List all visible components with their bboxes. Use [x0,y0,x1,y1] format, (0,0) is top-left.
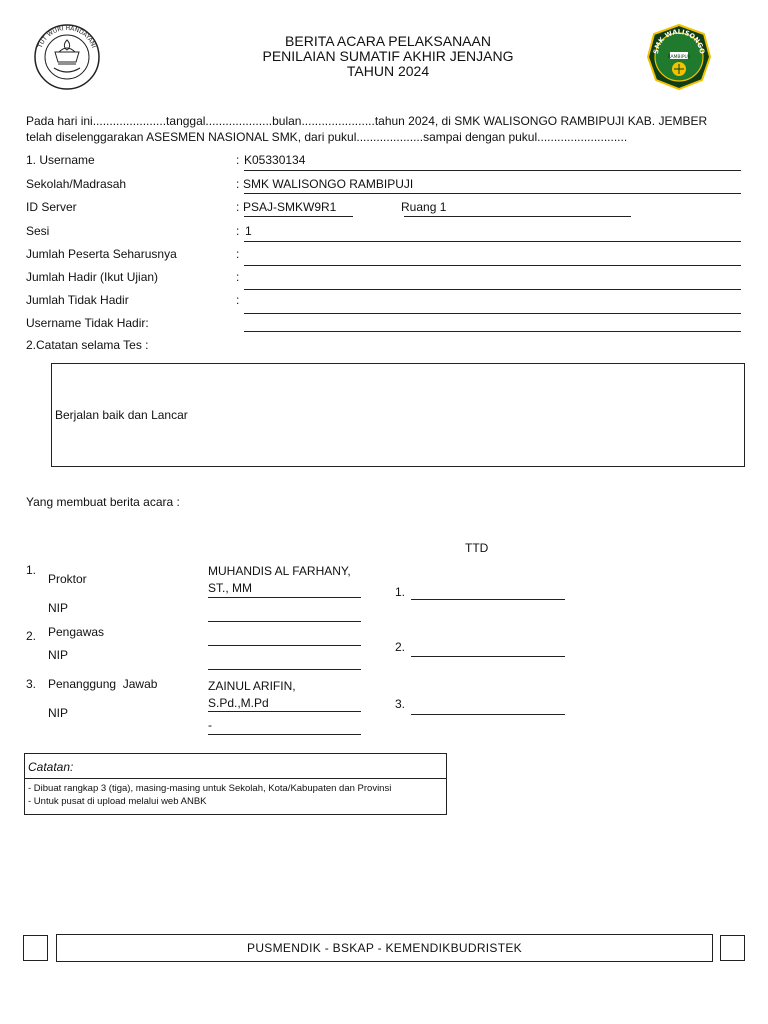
catatan-divider [25,778,446,779]
signer-2-nip-label: NIP [48,648,69,662]
smk-walisongo-logo-icon [644,22,714,92]
notes-box [51,363,745,467]
field-label-expected: Jumlah Peserta Seharusnya [26,247,177,261]
catatan-box [24,753,447,815]
page-title [188,34,588,79]
signer-2-name-underline [208,645,361,646]
signer-3-role: Penanggung Jawab [48,677,158,691]
field-underline-username [244,170,741,171]
svg-text:TUT WURI HANDAYANI [36,25,97,50]
signer-2-role: Pengawas [48,625,105,639]
field-colon-username: : [236,153,240,167]
field-colon-sesi: : [236,224,240,238]
field-label-absent-usernames: Username Tidak Hadir: [26,316,149,330]
signer-3-name-line2: S.Pd.,M.Pd [208,696,269,710]
tut-wuri-logo-icon [30,22,104,92]
title-line-3: TAHUN 2024 [346,63,430,79]
footer-bar [56,934,713,962]
signer-3-number: 3. [26,677,37,691]
field-value-sesi: 1 [245,224,252,238]
field-underline-present [244,289,741,290]
field-underline-absent-usernames [244,331,741,332]
footer-text: PUSMENDIK - BSKAP - KEMENDIKBUDRISTEK [247,941,522,955]
field-underline-id-server [244,216,353,217]
signer-1-nip-label: NIP [48,601,69,615]
signer-1-name-line1: MUHANDIS AL FARHANY, [208,564,351,578]
intro-line-2: telah diselenggarakan ASESMEN NASIONAL SMK, dari pukul....................sampai dengan pukul........................... [26,130,628,144]
signer-3-nip-value: - [208,718,212,732]
signature-1-number: 1. [395,585,406,599]
signer-3-nip-underline [208,734,361,735]
field-value-ruang: Ruang 1 [401,200,447,214]
smk-logo-subtext: RAMBIPUJI [667,54,691,60]
signature-2-number: 2. [395,640,406,654]
intro-paragraph [26,113,742,145]
field-colon-absent: : [236,293,240,307]
signature-3-number: 3. [395,697,406,711]
intro-line-1: Pada hari ini......................tanggal....................bulan......................tahun 2024, di SMK WALISONGO RAMBIPUJI KAB. JEMBER [26,114,708,128]
field-label-present: Jumlah Hadir (Ikut Ujian) [26,270,159,284]
field-colon-school: : [236,177,240,191]
field-underline-ruang [404,216,631,217]
signer-1-name-line2: ST., MM [208,581,252,595]
signer-3-name-underline [208,711,361,712]
footer-right-square [720,935,745,961]
signer-3-nip-label: NIP [48,706,69,720]
signature-1-line [411,599,565,600]
footer-left-square [23,935,48,961]
signer-1-number: 1. [26,563,37,577]
catatan-item-2: - Untuk pusat di upload melalui web ANBK [28,796,207,807]
field-underline-absent [244,313,741,314]
field-label-school: Sekolah/Madrasah [26,177,127,191]
catatan-title: Catatan: [28,760,74,774]
signer-2-number: 2. [26,629,37,643]
field-value-id-server: PSAJ-SMKW9R1 [243,200,337,214]
field-label-absent: Jumlah Tidak Hadir [26,293,129,307]
field-label-id-server: ID Server [26,200,77,214]
field-underline-sesi [244,241,741,242]
field-colon-present: : [236,270,240,284]
signature-3-line [411,714,565,715]
field-underline-school [244,193,741,194]
notes-label: 2.Catatan selama Tes : [26,338,149,352]
title-line-1: BERITA ACARA PELAKSANAAN [285,33,491,49]
signer-3-name-line1: ZAINUL ARIFIN, [208,679,296,693]
smk-logo-text: SMK WALISONGO [651,27,707,55]
signers-intro: Yang membuat berita acara : [26,495,180,509]
catatan-item-1: - Dibuat rangkap 3 (tiga), masing-masing untuk Sekolah, Kota/Kabupaten dan Provinsi [28,783,392,794]
signer-1-name-underline [208,597,361,598]
signature-2-line [411,656,565,657]
notes-content: Berjalan baik dan Lancar [55,408,188,422]
tut-wuri-logo-text: TUT WURI HANDAYANI [36,24,98,49]
field-label-sesi: Sesi [26,224,50,238]
title-line-2: PENILAIAN SUMATIF AKHIR JENJANG [262,48,514,64]
field-underline-expected [244,265,741,266]
field-label-username: 1. Username [26,153,95,167]
field-colon-expected: : [236,247,240,261]
smk-walisongo-logo [644,22,714,92]
signer-1-nip-underline [208,621,361,622]
field-colon-id-server: : [236,200,240,214]
field-value-username: K05330134 [244,153,306,167]
ttd-label: TTD [465,541,489,555]
signer-1-role: Proktor [48,572,87,586]
field-value-school: SMK WALISONGO RAMBIPUJI [243,177,414,191]
tut-wuri-handayani-logo [30,22,104,92]
signer-2-nip-underline [208,669,361,670]
